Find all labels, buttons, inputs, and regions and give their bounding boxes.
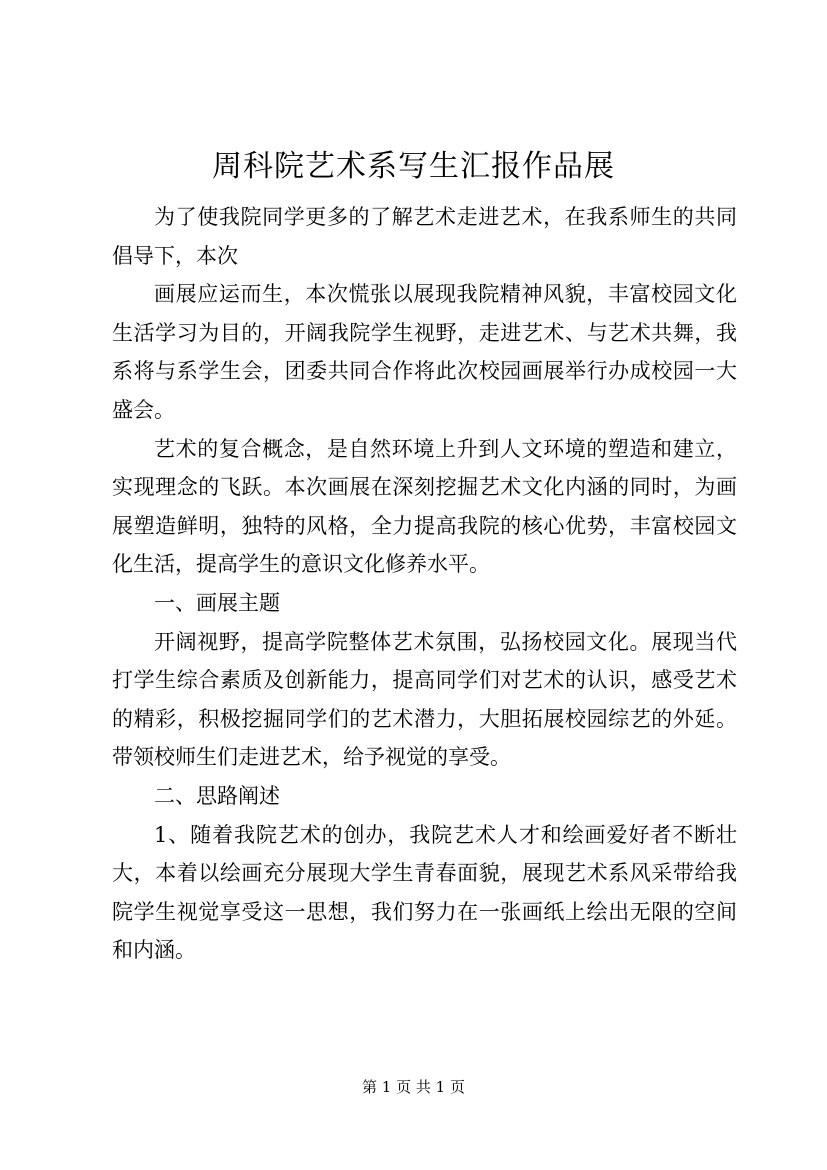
paragraph-intro-1: 为了使我院同学更多的了解艺术走进艺术，在我系师生的共同倡导下，本次 (112, 205, 737, 268)
document-body (112, 198, 737, 970)
section-heading-theme: 一、画展主题 (154, 590, 280, 615)
paragraph-intro-2: 画展应运而生，本次慌张以展现我院精神风貌，丰富校园文化生活学习为目的，开阔我院学生视野，走进艺术、与艺术共舞，我系将与系学生会，团委共同合作将此次校园画展举行办成校园一大盛会。 (112, 282, 737, 422)
document-title: 周科院艺术系写生汇报作品展 (212, 149, 615, 184)
page-footer: 第 1 页 共 1 页 (362, 1078, 465, 1096)
paragraph-concept: 艺术的复合概念，是自然环境上升到人文环境的塑造和建立，实现理念的飞跃。本次画展在深刻挖掘艺术文化内涵的同时，为画展塑造鲜明，独特的风格，全力提高我院的核心优势，丰富校园文化生活，提高学生的意识文化修养水平。 (112, 436, 737, 577)
paragraph-theme: 开阔视野，提高学院整体艺术氛围，弘扬校园文化。展现当代打学生综合素质及创新能力，提高同学们对艺术的认识，感受艺术的精彩，积极挖掘同学们的艺术潜力，大胆拓展校园综艺的外延。带领校师生们走进艺术，给予视觉的享受。 (112, 629, 737, 770)
paragraph-approach: 1、随着我院艺术的创办，我院艺术人才和绘画爱好者不断壮大，本着以绘画充分展现大学生青春面貌，展现艺术系风采带给我院学生视觉享受这一思想，我们努力在一张画纸上绘出无限的空间和内涵。 (112, 822, 737, 963)
section-heading-approach: 二、思路阐述 (154, 783, 280, 808)
